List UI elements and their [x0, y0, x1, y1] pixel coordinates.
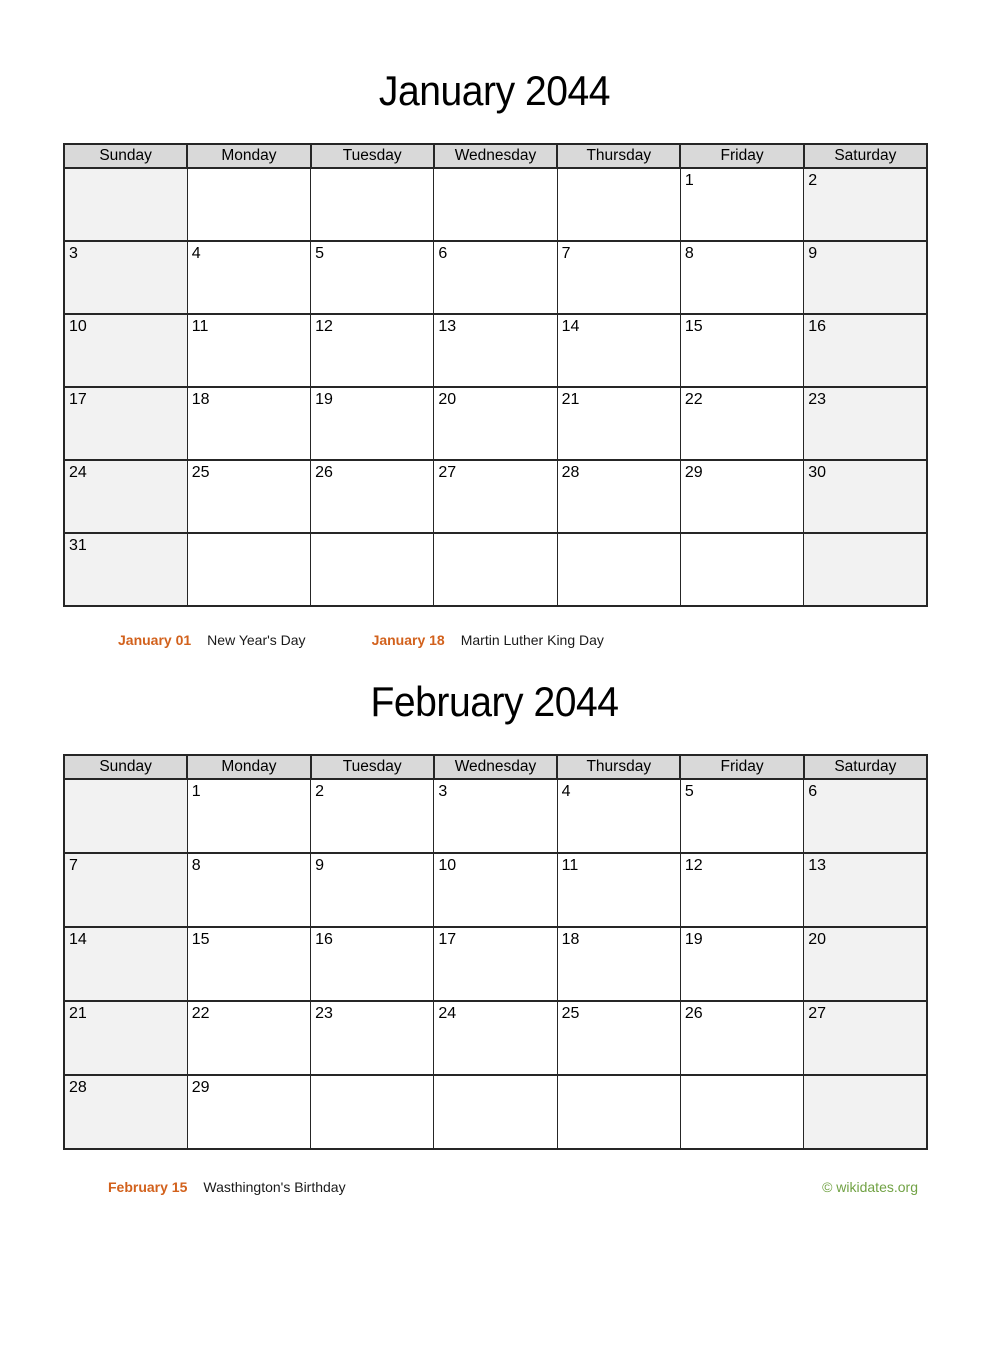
- day-number: 22: [191, 1005, 210, 1022]
- day-cell-21: [557, 387, 680, 460]
- weekday-header-sunday: Sunday: [64, 144, 187, 168]
- day-cell-25: [187, 460, 310, 533]
- day-number: 15: [191, 931, 210, 948]
- weekday-header-friday: Friday: [680, 755, 803, 779]
- day-number: 29: [684, 464, 703, 481]
- weekday-header-row: [64, 144, 927, 168]
- day-number: 26: [684, 1005, 703, 1022]
- day-number: 20: [808, 931, 826, 948]
- weekday-header-sunday: Sunday: [64, 755, 187, 779]
- day-number: 19: [315, 391, 333, 408]
- day-cell-17: [434, 927, 557, 1001]
- day-cell-10: [434, 853, 557, 927]
- day-cell-empty: [64, 168, 187, 241]
- day-number: 14: [561, 318, 580, 335]
- holiday-date: January 18: [371, 632, 445, 648]
- day-cell-26: [680, 1001, 803, 1075]
- month-section-february: [0, 678, 989, 1195]
- day-cell-3: [64, 241, 187, 314]
- day-number: 5: [315, 245, 324, 262]
- day-cell-26: [311, 460, 434, 533]
- week-row: [64, 1001, 927, 1075]
- day-cell-15: [187, 927, 310, 1001]
- week-row: [64, 314, 927, 387]
- week-row: [64, 927, 927, 1001]
- day-number: 7: [561, 245, 571, 262]
- day-cell-29: [680, 460, 803, 533]
- week-row: [64, 387, 927, 460]
- day-number: 3: [69, 245, 78, 262]
- holiday-name: Martin Luther King Day: [460, 632, 604, 648]
- day-number: 27: [438, 464, 457, 481]
- day-cell-4: [557, 779, 680, 853]
- day-number: 17: [438, 931, 457, 948]
- day-cell-empty: [804, 1075, 927, 1149]
- weekday-header-tuesday: Tuesday: [311, 144, 434, 168]
- day-cell-6: [804, 779, 927, 853]
- day-number: 30: [808, 464, 826, 481]
- day-cell-13: [434, 314, 557, 387]
- day-cell-8: [680, 241, 803, 314]
- day-cell-27: [434, 460, 557, 533]
- day-number: 12: [684, 857, 703, 874]
- day-number: 26: [315, 464, 333, 481]
- day-number: 1: [191, 783, 201, 800]
- day-cell-empty: [557, 168, 680, 241]
- day-number: 21: [69, 1005, 87, 1022]
- day-cell-12: [680, 853, 803, 927]
- day-cell-12: [311, 314, 434, 387]
- day-number: 24: [438, 1005, 457, 1022]
- day-cell-empty: [187, 168, 310, 241]
- day-number: 16: [315, 931, 333, 948]
- weekday-header-tr: [64, 144, 927, 168]
- day-cell-20: [804, 927, 927, 1001]
- weekday-header-monday: Monday: [187, 755, 310, 779]
- day-number: 23: [315, 1005, 333, 1022]
- day-cell-empty: [680, 1075, 803, 1149]
- calendar-table-january: [63, 143, 928, 607]
- weekday-header-wednesday: Wednesday: [434, 755, 557, 779]
- holiday-list-january: [0, 632, 989, 648]
- day-number: 15: [684, 318, 703, 335]
- day-cell-28: [64, 1075, 187, 1149]
- page-footer: [63, 1179, 928, 1195]
- day-cell-24: [434, 1001, 557, 1075]
- day-cell-empty: [804, 533, 927, 606]
- day-cell-18: [187, 387, 310, 460]
- day-number: 13: [438, 318, 457, 335]
- day-cell-15: [680, 314, 803, 387]
- week-row: [64, 241, 927, 314]
- calendar-page: [0, 67, 989, 1195]
- day-cell-28: [557, 460, 680, 533]
- weekday-header-thursday: Thursday: [557, 144, 680, 168]
- day-number: 13: [808, 857, 826, 874]
- day-cell-10: [64, 314, 187, 387]
- day-number: 11: [191, 318, 209, 335]
- day-cell-24: [64, 460, 187, 533]
- day-cell-2: [804, 168, 927, 241]
- weekday-header-tr: [64, 755, 927, 779]
- day-number: 2: [315, 783, 324, 800]
- day-cell-empty: [557, 533, 680, 606]
- day-cell-30: [804, 460, 927, 533]
- weekday-header-wednesday: Wednesday: [434, 144, 557, 168]
- day-cell-21: [64, 1001, 187, 1075]
- holiday-date: February 15: [108, 1179, 188, 1195]
- day-number: 7: [69, 857, 78, 874]
- weekday-header-monday: Monday: [187, 144, 310, 168]
- day-cell-16: [804, 314, 927, 387]
- holiday-item: [118, 632, 306, 648]
- day-number: 6: [438, 245, 448, 262]
- day-cell-empty: [311, 168, 434, 241]
- day-cell-18: [557, 927, 680, 1001]
- day-number: 6: [808, 783, 818, 800]
- day-cell-23: [804, 387, 927, 460]
- day-cell-4: [187, 241, 310, 314]
- day-number: 27: [808, 1005, 826, 1022]
- day-number: 22: [684, 391, 703, 408]
- day-number: 8: [191, 857, 201, 874]
- calendar-body: [64, 779, 927, 1149]
- day-number: 14: [69, 931, 87, 948]
- day-number: 4: [561, 783, 571, 800]
- day-cell-5: [311, 241, 434, 314]
- day-number: 23: [808, 391, 826, 408]
- day-cell-22: [680, 387, 803, 460]
- weekday-header-tuesday: Tuesday: [311, 755, 434, 779]
- week-row: [64, 533, 927, 606]
- day-number: 4: [191, 245, 201, 262]
- day-cell-empty: [64, 779, 187, 853]
- holiday-name: Wasthington's Birthday: [203, 1179, 346, 1195]
- week-row: [64, 779, 927, 853]
- day-number: 10: [69, 318, 87, 335]
- day-cell-empty: [187, 533, 310, 606]
- day-number: 12: [315, 318, 333, 335]
- weekday-header-thursday: Thursday: [557, 755, 680, 779]
- day-cell-5: [680, 779, 803, 853]
- day-number: 2: [808, 172, 818, 189]
- day-cell-17: [64, 387, 187, 460]
- month-section-january: [0, 67, 989, 648]
- holiday-item: [372, 632, 604, 648]
- day-cell-empty: [434, 533, 557, 606]
- weekday-header-row: [64, 755, 927, 779]
- month-title: January 2044: [378, 67, 611, 114]
- day-number: 9: [315, 857, 324, 874]
- day-cell-31: [64, 533, 187, 606]
- week-row: [64, 168, 927, 241]
- day-cell-2: [311, 779, 434, 853]
- day-cell-empty: [680, 533, 803, 606]
- day-cell-7: [557, 241, 680, 314]
- day-cell-6: [434, 241, 557, 314]
- day-cell-empty: [557, 1075, 680, 1149]
- month-title: February 2044: [370, 678, 619, 725]
- day-cell-3: [434, 779, 557, 853]
- holiday-list-february: [63, 1179, 346, 1195]
- day-number: 31: [69, 537, 87, 554]
- day-cell-empty: [311, 533, 434, 606]
- day-number: 9: [808, 245, 818, 262]
- day-number: 18: [561, 931, 580, 948]
- day-cell-16: [311, 927, 434, 1001]
- day-cell-22: [187, 1001, 310, 1075]
- weekday-header-friday: Friday: [680, 144, 803, 168]
- day-number: 3: [438, 783, 448, 800]
- week-row: [64, 460, 927, 533]
- calendar-body: [64, 168, 927, 606]
- day-cell-empty: [311, 1075, 434, 1149]
- day-cell-13: [804, 853, 927, 927]
- weekday-header-saturday: Saturday: [804, 144, 927, 168]
- day-cell-14: [557, 314, 680, 387]
- day-number: 25: [561, 1005, 580, 1022]
- day-number: 24: [69, 464, 87, 481]
- day-cell-9: [311, 853, 434, 927]
- day-cell-19: [680, 927, 803, 1001]
- day-number: 28: [69, 1079, 87, 1096]
- day-number: 8: [684, 245, 694, 262]
- day-number: 16: [808, 318, 826, 335]
- holiday-item: [108, 1179, 346, 1195]
- day-cell-empty: [434, 1075, 557, 1149]
- calendar-table-february: [63, 754, 928, 1150]
- day-cell-23: [311, 1001, 434, 1075]
- week-row: [64, 853, 927, 927]
- day-cell-20: [434, 387, 557, 460]
- day-cell-29: [187, 1075, 310, 1149]
- day-cell-25: [557, 1001, 680, 1075]
- copyright-link[interactable]: © wikidates.org: [822, 1179, 918, 1195]
- day-cell-9: [804, 241, 927, 314]
- holiday-name: New Year's Day: [207, 632, 306, 648]
- day-cell-1: [680, 168, 803, 241]
- day-cell-14: [64, 927, 187, 1001]
- week-row: [64, 1075, 927, 1149]
- day-cell-11: [187, 314, 310, 387]
- day-cell-27: [804, 1001, 927, 1075]
- day-cell-8: [187, 853, 310, 927]
- day-number: 18: [191, 391, 210, 408]
- day-cell-empty: [434, 168, 557, 241]
- day-cell-7: [64, 853, 187, 927]
- day-number: 25: [191, 464, 210, 481]
- day-number: 5: [684, 783, 694, 800]
- day-cell-1: [187, 779, 310, 853]
- day-cell-19: [311, 387, 434, 460]
- day-number: 29: [191, 1079, 210, 1096]
- day-number: 19: [684, 931, 703, 948]
- day-cell-11: [557, 853, 680, 927]
- holiday-date: January 01: [118, 632, 192, 648]
- weekday-header-saturday: Saturday: [804, 755, 927, 779]
- day-number: 21: [561, 391, 580, 408]
- day-number: 11: [561, 857, 579, 874]
- day-number: 1: [684, 172, 694, 189]
- day-number: 20: [438, 391, 457, 408]
- day-number: 10: [438, 857, 457, 874]
- day-number: 17: [69, 391, 87, 408]
- day-number: 28: [561, 464, 580, 481]
